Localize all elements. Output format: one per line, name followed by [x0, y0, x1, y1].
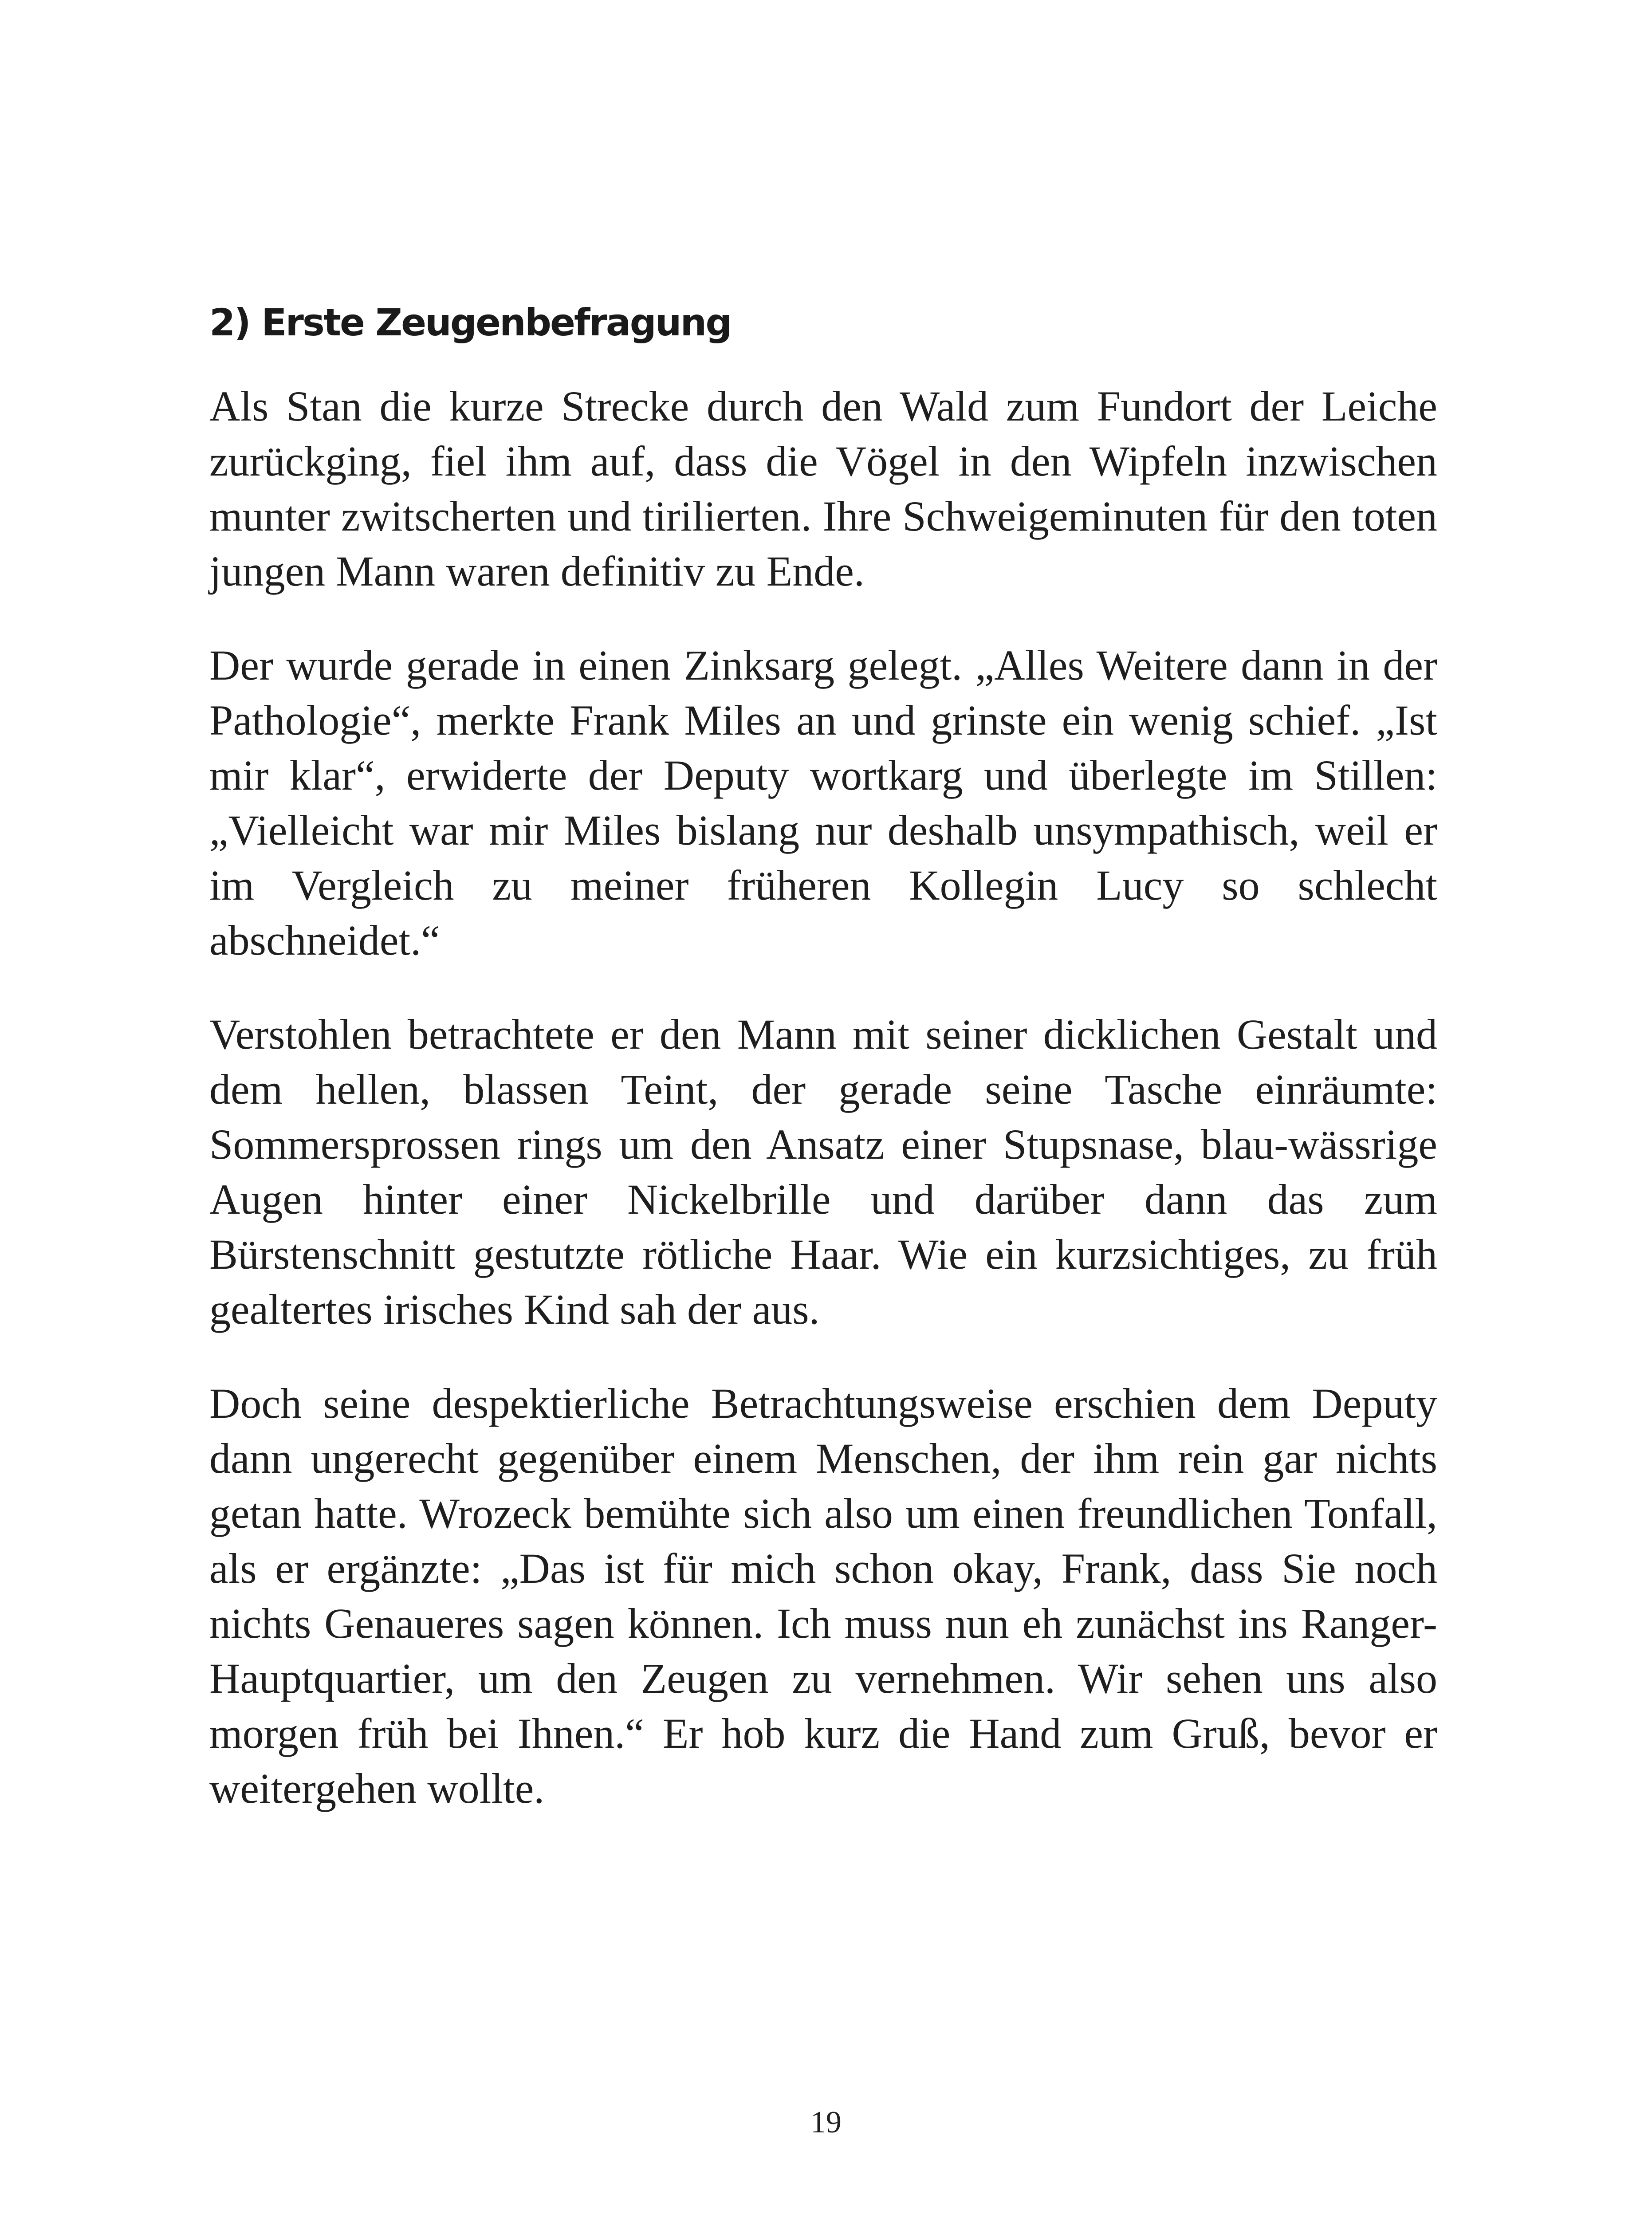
paragraph-2: Der wurde gerade in einen Zinksarg gelegt. „Alles Weitere dann in der Pathologie“, merkte Frank Miles an und grinste ein wenig schief. „Ist mir klar“, erwiderte der Deputy wortkarg und überlegte im Stillen: „Vielleicht war mir Miles bislang nur deshalb unsympathisch, weil er im Vergleich zu meiner früheren Kollegin Lucy so schlecht abschneidet.“ — [209, 641, 1437, 964]
chapter-heading: 2) Erste Zeugenbefragung — [209, 301, 731, 344]
paragraph-1: Als Stan die kurze Strecke durch den Wald zum Fundort der Leiche zurückging, fiel ihm auf, dass die Vögel in den Wipfeln inzwischen munter zwitscherten und tirilierten. Ihre Schweigeminuten für den toten jungen Mann waren definitiv zu Ende. — [209, 382, 1437, 595]
page-number: 19 — [810, 2105, 842, 2139]
paragraph-3: Verstohlen betrachtete er den Mann mit seiner dicklichen Gestalt und dem hellen, blassen Teint, der gerade seine Tasche einräumte: Sommersprossen rings um den Ansatz einer Stupsnase, blau-wässrige Augen hinter einer Nickelbrille und darüber dann das zum Bürstenschnitt gestutzte rötliche Haar. Wie ein kurzsichtiges, zu früh gealtertes irisches Kind sah der aus. — [209, 1011, 1437, 1333]
page-content — [209, 298, 1437, 1855]
paragraph-4: Doch seine despektierliche Betrachtungsweise erschien dem Deputy dann ungerecht gegenüber einem Menschen, der ihm rein gar nichts getan hatte. Wrozeck bemühte sich also um einen freundlichen Tonfall, als er ergänzte: „Das ist für mich schon okay, Frank, dass Sie noch nichts Genaueres sagen können. Ich muss nun eh zunächst ins Ranger-Hauptquartier, um den Zeugen zu vernehmen. Wir sehen uns also morgen früh bei Ihnen.“ Er hob kurz die Hand zum Gruß, bevor er weitergehen wollte. — [209, 1380, 1437, 1812]
